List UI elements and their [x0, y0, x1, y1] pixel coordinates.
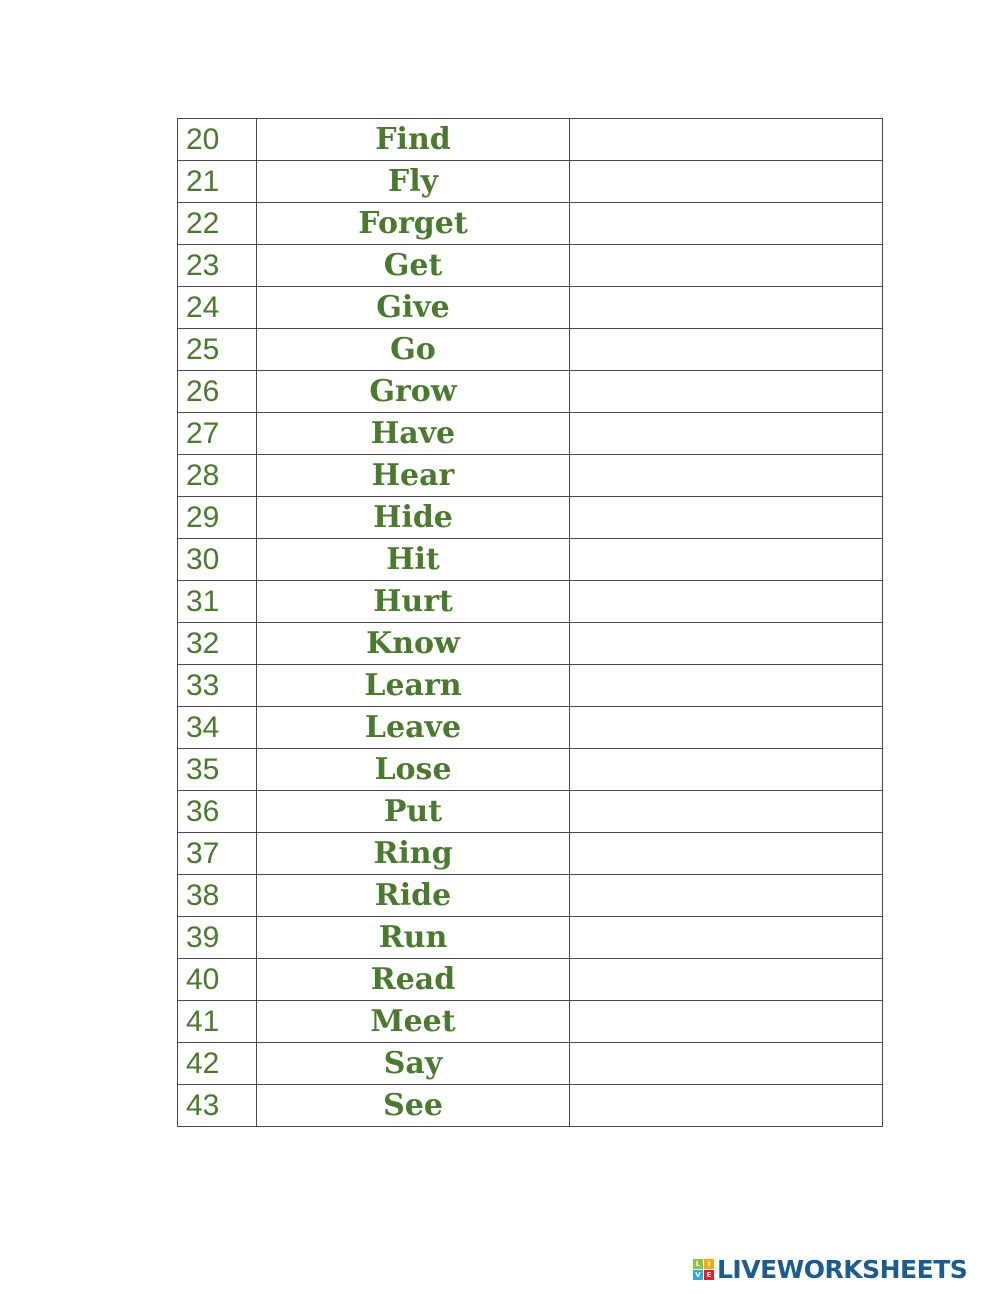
answer-field[interactable] — [570, 203, 883, 245]
row-number: 23 — [178, 245, 257, 287]
table-row — [178, 203, 883, 245]
row-number: 39 — [178, 917, 257, 959]
answer-field[interactable] — [570, 371, 883, 413]
answer-field[interactable] — [570, 917, 883, 959]
verb-cell: Get — [257, 245, 570, 287]
table-row — [178, 1085, 883, 1127]
logo-mark-tile: I — [704, 1259, 714, 1269]
table-row — [178, 287, 883, 329]
verb-cell: Learn — [257, 665, 570, 707]
verb-cell: Put — [257, 791, 570, 833]
row-number: 40 — [178, 959, 257, 1001]
table-row — [178, 245, 883, 287]
logo-mark-tile: V — [693, 1270, 703, 1280]
row-number: 32 — [178, 623, 257, 665]
verb-cell: Hit — [257, 539, 570, 581]
verb-cell: Know — [257, 623, 570, 665]
answer-field[interactable] — [570, 665, 883, 707]
verb-cell: Ring — [257, 833, 570, 875]
answer-field[interactable] — [570, 1085, 883, 1127]
row-number: 35 — [178, 749, 257, 791]
verb-cell: Forget — [257, 203, 570, 245]
answer-field[interactable] — [570, 833, 883, 875]
row-number: 26 — [178, 371, 257, 413]
verb-cell: Fly — [257, 161, 570, 203]
answer-field[interactable] — [570, 959, 883, 1001]
answer-field[interactable] — [570, 623, 883, 665]
answer-field[interactable] — [570, 161, 883, 203]
answer-field[interactable] — [570, 287, 883, 329]
row-number: 43 — [178, 1085, 257, 1127]
table-row — [178, 665, 883, 707]
verb-cell: Hear — [257, 455, 570, 497]
row-number: 34 — [178, 707, 257, 749]
table-row — [178, 917, 883, 959]
row-number: 30 — [178, 539, 257, 581]
answer-field[interactable] — [570, 497, 883, 539]
answer-field[interactable] — [570, 413, 883, 455]
table-row — [178, 833, 883, 875]
answer-field[interactable] — [570, 245, 883, 287]
table-row — [178, 791, 883, 833]
verb-cell: Say — [257, 1043, 570, 1085]
verb-cell: Find — [257, 119, 570, 161]
row-number: 28 — [178, 455, 257, 497]
table-row — [178, 455, 883, 497]
logo-text: LIVEWORKSHEETS — [717, 1254, 968, 1284]
answer-field[interactable] — [570, 791, 883, 833]
row-number: 31 — [178, 581, 257, 623]
table-row — [178, 413, 883, 455]
table-row — [178, 875, 883, 917]
row-number: 27 — [178, 413, 257, 455]
table-row — [178, 539, 883, 581]
table-row — [178, 119, 883, 161]
row-number: 22 — [178, 203, 257, 245]
row-number: 38 — [178, 875, 257, 917]
table-row — [178, 623, 883, 665]
answer-field[interactable] — [570, 329, 883, 371]
verb-table-body — [178, 119, 883, 1127]
row-number: 42 — [178, 1043, 257, 1085]
row-number: 21 — [178, 161, 257, 203]
table-row — [178, 581, 883, 623]
verb-cell: Read — [257, 959, 570, 1001]
verb-cell: Go — [257, 329, 570, 371]
table-row — [178, 749, 883, 791]
table-row — [178, 329, 883, 371]
verb-cell: Hide — [257, 497, 570, 539]
row-number: 24 — [178, 287, 257, 329]
verb-cell: Ride — [257, 875, 570, 917]
row-number: 29 — [178, 497, 257, 539]
verb-cell: Hurt — [257, 581, 570, 623]
answer-field[interactable] — [570, 1043, 883, 1085]
answer-field[interactable] — [570, 581, 883, 623]
logo-mark-tile: E — [704, 1270, 714, 1280]
verb-cell: Run — [257, 917, 570, 959]
answer-field[interactable] — [570, 1001, 883, 1043]
row-number: 33 — [178, 665, 257, 707]
verb-cell: Grow — [257, 371, 570, 413]
row-number: 41 — [178, 1001, 257, 1043]
table-row — [178, 497, 883, 539]
table-row — [178, 1043, 883, 1085]
verb-cell: Meet — [257, 1001, 570, 1043]
liveworksheets-logo — [693, 1254, 967, 1284]
row-number: 25 — [178, 329, 257, 371]
answer-field[interactable] — [570, 707, 883, 749]
verb-cell: Lose — [257, 749, 570, 791]
answer-field[interactable] — [570, 749, 883, 791]
answer-field[interactable] — [570, 455, 883, 497]
logo-mark-icon — [693, 1259, 714, 1280]
table-row — [178, 371, 883, 413]
answer-field[interactable] — [570, 119, 883, 161]
table-row — [178, 959, 883, 1001]
table-row — [178, 1001, 883, 1043]
verb-table — [177, 118, 883, 1127]
row-number: 36 — [178, 791, 257, 833]
answer-field[interactable] — [570, 875, 883, 917]
row-number: 20 — [178, 119, 257, 161]
table-row — [178, 161, 883, 203]
answer-field[interactable] — [570, 539, 883, 581]
verb-cell: Give — [257, 287, 570, 329]
row-number: 37 — [178, 833, 257, 875]
verb-cell: See — [257, 1085, 570, 1127]
table-row — [178, 707, 883, 749]
verb-cell: Leave — [257, 707, 570, 749]
logo-mark-tile: L — [693, 1259, 703, 1269]
verb-cell: Have — [257, 413, 570, 455]
